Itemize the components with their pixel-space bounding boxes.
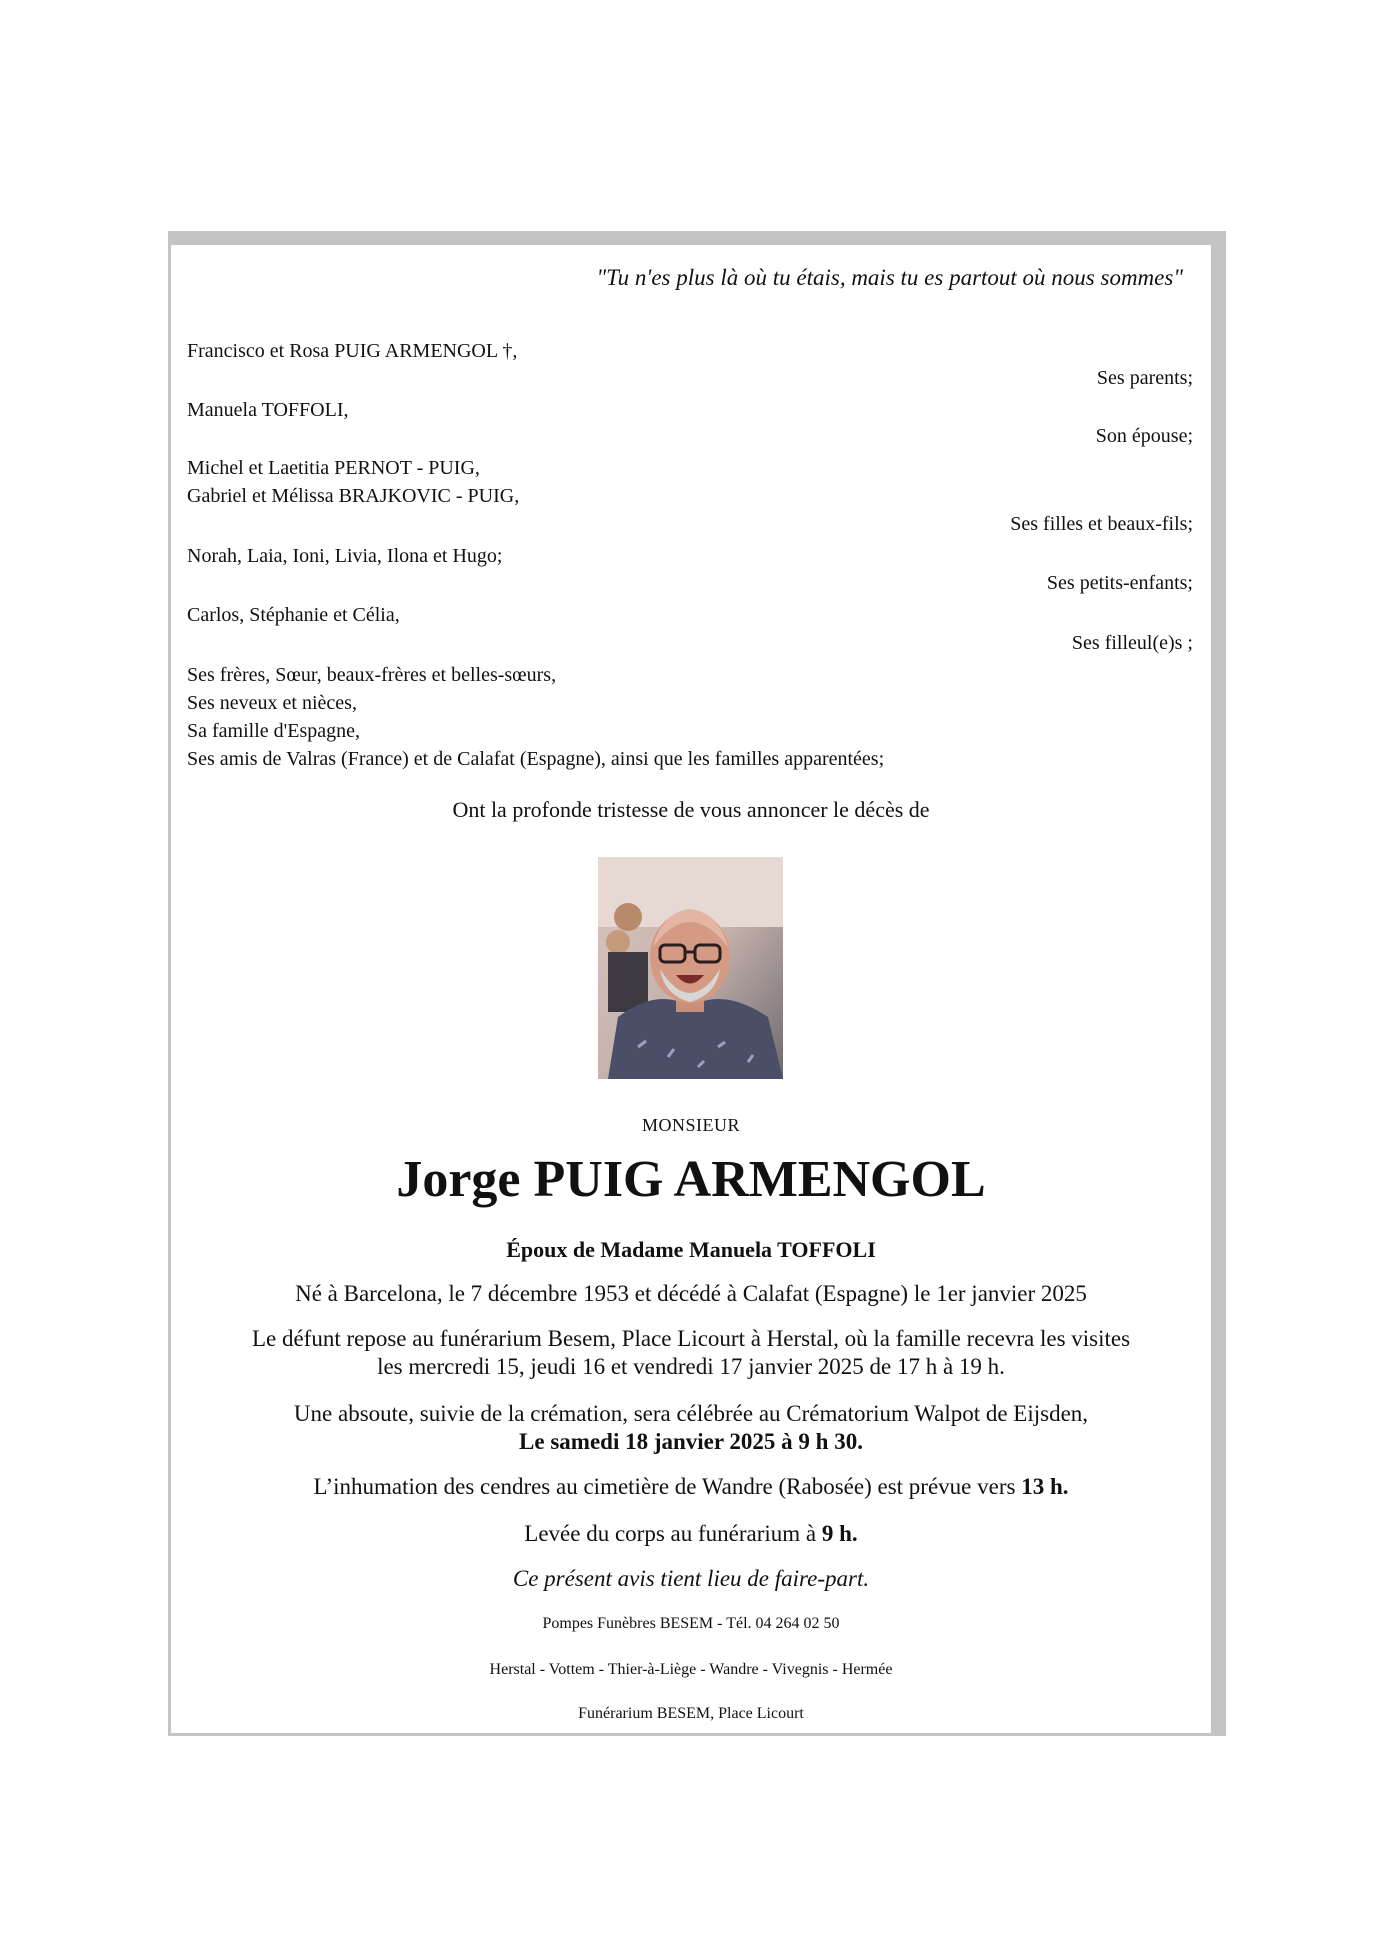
visit-line: Le défunt repose au funérarium Besem, Place Licourt à Herstal, où la famille recevra les visites: [251, 1326, 1131, 1351]
spouse-line: Époux de Madame Manuela TOFFOLI: [506, 1237, 876, 1262]
role-godchildren: Ses filleul(e)s ;: [1071, 632, 1193, 654]
family-godchildren: [187, 601, 1193, 629]
family-line: Sa famille d'Espagne,: [187, 720, 360, 742]
role-parents: Ses parents;: [1096, 367, 1193, 389]
family-line: Ses frères, Sœur, beaux-frères et belles-sœurs,: [187, 664, 557, 686]
notice-line: Ce présent avis tient lieu de faire-part.: [512, 1566, 870, 1591]
family-parents: [187, 337, 1193, 365]
birth-death-line: Né à Barcelona, le 7 décembre 1953 et décédé à Calafat (Espagne) le 1er janvier 2025: [295, 1281, 1087, 1306]
epitaph-quote: "Tu n'es plus là où tu étais, mais tu es partout où nous sommes": [596, 265, 1183, 290]
levee-time: 9 h.: [821, 1521, 858, 1546]
levee-info: [171, 1520, 1211, 1548]
ceremony-info: [171, 1400, 1211, 1456]
footer-address: Funérarium BESEM, Place Licourt: [578, 1705, 804, 1722]
family-line: Manuela TOFFOLI,: [187, 399, 349, 421]
inhumation-info: [171, 1473, 1211, 1501]
family-line: Michel et Laetitia PERNOT - PUIG,: [187, 457, 480, 479]
role-grandchildren: Ses petits-enfants;: [1046, 572, 1193, 594]
deceased-name: Jorge PUIG ARMENGOL: [396, 1151, 986, 1208]
family-grandchildren: [187, 542, 1193, 570]
inhumation-text: L’inhumation des cendres au cimetière de Wandre (Rabosée) est prévue vers: [313, 1474, 1022, 1499]
portrait-illustration: [598, 857, 783, 1079]
honorific: MONSIEUR: [641, 1115, 740, 1135]
death-notice-card: [171, 245, 1211, 1733]
family-others: [187, 661, 1193, 773]
family-line: Carlos, Stéphanie et Célia,: [187, 604, 400, 626]
footer-locations: Herstal - Vottem - Thier-à-Liège - Wandre - Vivegnis - Hermée: [489, 1661, 893, 1678]
announcement: Ont la profonde tristesse de vous annoncer le décès de: [452, 797, 930, 822]
footer-company: Pompes Funèbres BESEM - Tél. 04 264 02 50: [542, 1615, 840, 1632]
ceremony-line: Une absoute, suivie de la crémation, sera célébrée au Crématorium Walpot de Eijsden,: [293, 1401, 1089, 1426]
visit-info: [171, 1325, 1211, 1381]
role-daughters: Ses filles et beaux-fils;: [1010, 513, 1193, 535]
family-spouse: [187, 396, 1193, 424]
role-spouse: Son épouse;: [1095, 425, 1193, 447]
family-line: Ses amis de Valras (France) et de Calafat (Espagne), ainsi que les familles apparentées;: [187, 748, 885, 770]
family-daughters: [187, 454, 1193, 510]
family-line: Norah, Laia, Ioni, Livia, Ilona et Hugo;: [187, 545, 503, 567]
family-line: Francisco et Rosa PUIG ARMENGOL †,: [187, 340, 518, 362]
family-line: Gabriel et Mélissa BRAJKOVIC - PUIG,: [187, 485, 520, 507]
visit-line: les mercredi 15, jeudi 16 et vendredi 17 janvier 2025 de 17 h à 19 h.: [377, 1354, 1005, 1379]
inhumation-time: 13 h.: [1021, 1474, 1069, 1499]
family-line: Ses neveux et nièces,: [187, 692, 357, 714]
ceremony-date: Le samedi 18 janvier 2025 à 9 h 30.: [519, 1429, 863, 1454]
portrait-photo: [598, 857, 783, 1079]
levee-text: Levée du corps au funérarium à: [524, 1521, 822, 1546]
